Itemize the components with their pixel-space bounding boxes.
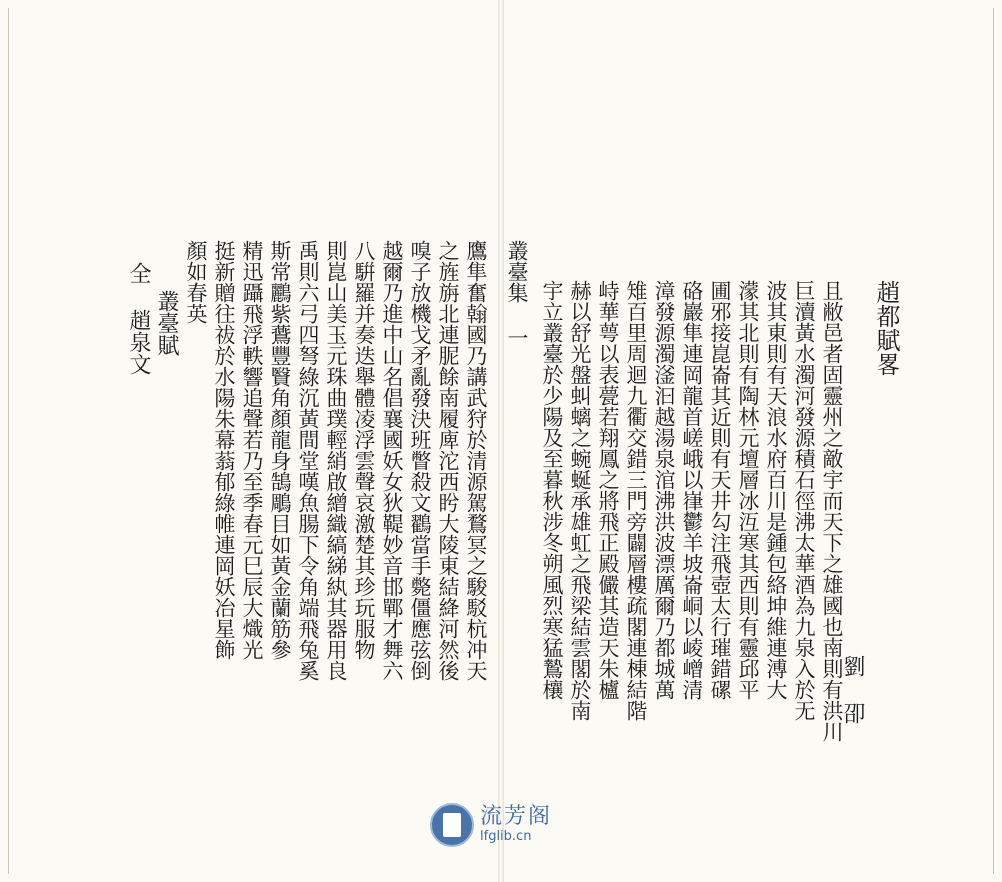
watermark-url: lfglib.cn [480, 829, 532, 844]
text-column-author: 劉 卲 [840, 655, 865, 724]
text-column: 精迅躡飛浮軼響追聲若乃至季春元巳辰大熾光 [240, 240, 264, 660]
text-column: 八騈羅并奏迭舉體凌浮雲聲哀激楚其珍玩服物 [352, 240, 376, 660]
book-spine [498, 0, 504, 882]
text-column: 禹則六弓四弩綠沉黃間堂嘆魚腸下令角端飛兔奚 [296, 240, 320, 681]
text-column: 挺新贈往祓於水陽朱幕蓊郁綠帷連岡妖冶星飾 [212, 240, 236, 660]
text-column: 赫以舒光盤虯螭之蜿蜒承雄虹之飛梁結雲閣於南 [568, 280, 592, 721]
text-column: 硌巖隼連岡龍首嵯峨以嵂鬱羊坡崙峒以崚嶒清 [680, 280, 704, 700]
text-column: 波其東則有天浪水府百川是鍾包絡坤維連溥大 [764, 280, 788, 700]
text-column: 峙華萼以表甍若翔鳳之將飛正殿儼其造天朱櫨 [596, 280, 620, 700]
watermark-title: 流芳阁 [480, 804, 553, 829]
text-column: 越爾乃進中山名倡襄國妖女狄鞮妙音邯鄲才舞六 [380, 240, 404, 681]
text-column: 鷹隼奮翰國乃講武狩於清源駕鶩冥之駿駁杭冲天 [464, 240, 488, 681]
text-column: 且敝邑者固靈州之敵宇而天下之雄國也南則有洪川 [820, 280, 844, 742]
text-column-end: 叢臺賦 [154, 290, 179, 356]
text-column: 斯常鸝紫鷰豐贀角顏龍身鵠鵰目如黃金蘭筋參 [268, 240, 292, 660]
text-column: 濛其北則有陶林元壇層冰沍寒其西則有靈邱平 [736, 280, 760, 700]
text-column: 之旌旃北連胒餘南履庳沱西盻大陵東結絳河然後 [436, 240, 460, 681]
text-column: 雉百里周迴九衢交錯三門旁闢層樓疏閣連棟結階 [624, 280, 648, 721]
book-seal-icon [430, 803, 474, 847]
watermark-logo [430, 800, 580, 850]
text-column: 嗅子放機戈矛亂發決班瞥殺文鸐當手斃僵應弦倒 [408, 240, 432, 681]
text-column: 巨瀆黃水濁河發源積石徑沸太華酒為九泉入於无 [792, 280, 816, 721]
text-column: 顏如春英 [184, 240, 208, 324]
text-column: 宇立叢臺於少陽及至暮秋涉冬朔風烈寒猛鷙欀 [540, 280, 564, 700]
running-header: 叢臺集 一 [505, 240, 529, 348]
text-column: 圃邪接崑崙其近則有天井勾注飛壺太行璀錯磥 [708, 280, 732, 700]
text-column-title: 全 趙泉文 [126, 262, 151, 375]
text-column: 則崑山美玉元珠曲璞輕綃啟繒織縞綈紈其器用良 [324, 240, 348, 681]
text-column-title: 趙都賦畧 [872, 280, 900, 376]
text-column: 漳發源濁滏汩越湯泉涫沸洪波漂厲爾乃都城萬 [652, 280, 676, 700]
